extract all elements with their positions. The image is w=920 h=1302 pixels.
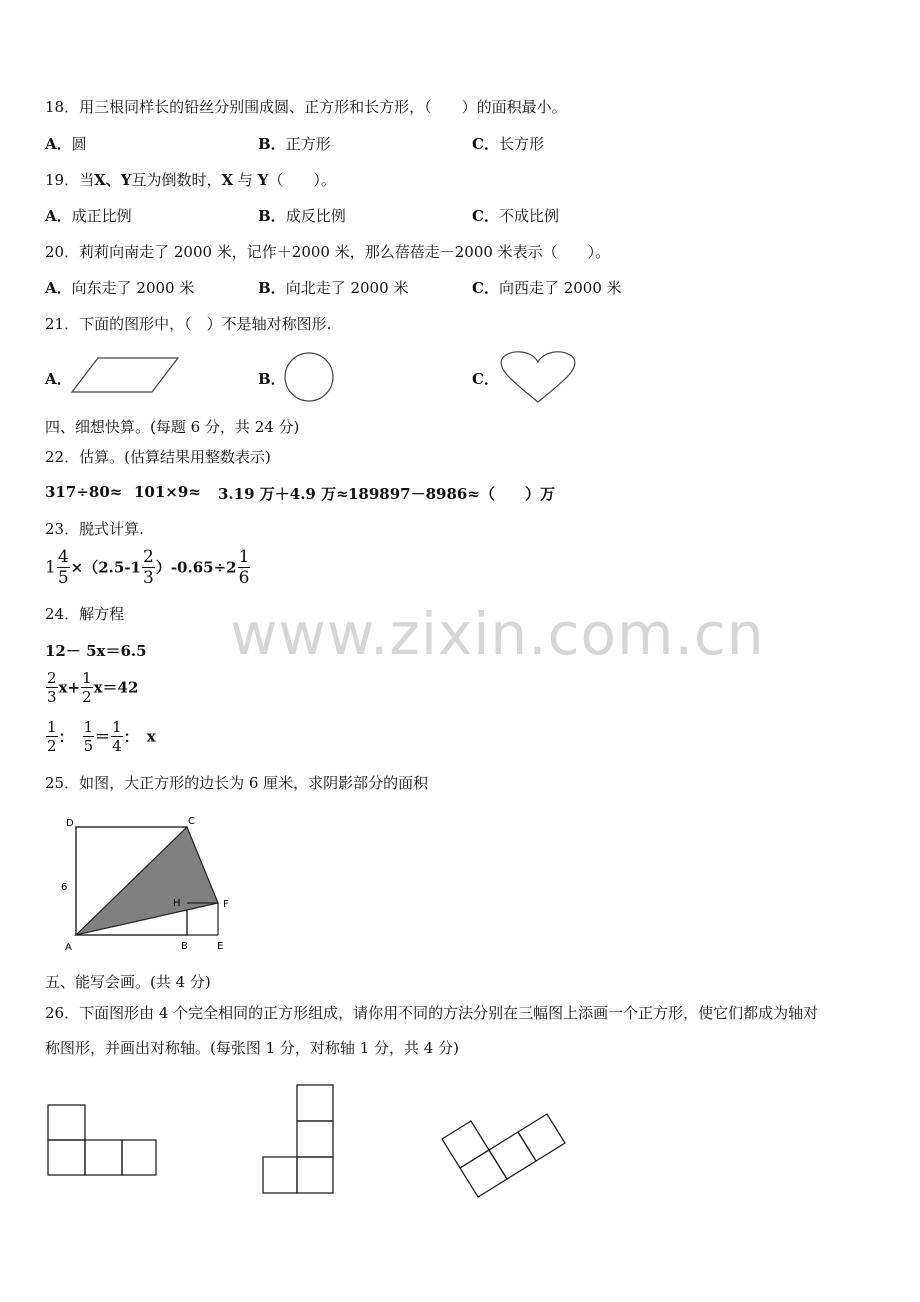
q26-stem-line-2: 称图形，并画出对称轴。(每张图 1 分，对称轴 1 分，共 4 分) — [45, 1039, 459, 1057]
label-f: F — [223, 899, 229, 910]
q24-eq3-colon-2: ： — [123, 727, 139, 746]
q18-stem: 18．用三根同样长的铅丝分别围成圆、正方形和长方形，（ ）的面积最小。 — [45, 98, 567, 116]
label-e: E — [217, 941, 224, 952]
q23-whole-1: 1 — [45, 557, 56, 578]
denominator: 6 — [238, 568, 250, 588]
option-text: 向西走了 2000 米 — [498, 279, 622, 297]
q19-stem — [45, 169, 336, 190]
circle-figure — [282, 349, 338, 405]
q21-stem: 21．下面的图形中，（ ）不是轴对称图形. — [45, 315, 332, 333]
q24-eq2-rest: x＝42 — [93, 678, 139, 697]
section-5-heading: 五、能写会画。(共 4 分) — [45, 973, 211, 991]
q20-option-b — [258, 277, 408, 298]
l-shape-figure-2 — [260, 1082, 338, 1198]
denominator: 4 — [112, 737, 122, 755]
q22-estimate-2: 101×9≈ — [134, 483, 201, 501]
q20-option-a — [45, 277, 194, 298]
q24-equation-3 — [45, 720, 156, 754]
q19-option-b — [258, 205, 346, 226]
l-shape-figure-1 — [45, 1102, 160, 1180]
q21-option-c-label: C． — [472, 370, 499, 388]
denominator: 2 — [47, 737, 57, 755]
q19-mid1: 互为倒数时， — [131, 171, 222, 189]
q24-eq3-fraction-2 — [83, 720, 95, 754]
q23-fraction-2 — [142, 549, 155, 587]
option-label: A． — [45, 207, 72, 225]
q22-stem: 22．估算。(估算结果用整数表示) — [45, 448, 271, 466]
denominator: 3 — [47, 688, 57, 706]
square-shading-diagram — [55, 812, 245, 957]
numerator: 1 — [82, 669, 92, 687]
label-c: C — [188, 816, 195, 827]
q21-option-a-label: A． — [45, 370, 72, 388]
q19-option-c — [472, 205, 559, 226]
denominator: 5 — [83, 737, 94, 755]
numerator: 4 — [57, 547, 69, 567]
label-d: D — [66, 818, 74, 829]
q22-estimate-4: 189897－8986≈（ ）万 — [348, 485, 555, 503]
numerator: 2 — [142, 547, 154, 567]
q23-rest: ）-0.65÷2 — [155, 558, 237, 577]
q18-option-c — [472, 133, 544, 154]
q19-prefix: 19．当 — [45, 171, 95, 189]
numerator: 1 — [238, 547, 250, 567]
option-label: B． — [258, 207, 286, 225]
q24-eq3-colon-1: ： — [58, 727, 74, 746]
label-b: B — [181, 941, 188, 952]
denominator: 3 — [142, 568, 154, 588]
option-text: 向北走了 2000 米 — [285, 279, 409, 297]
label-h: H — [173, 898, 181, 909]
q23-fraction-3 — [238, 549, 251, 587]
q21-option-b-label: B． — [258, 370, 286, 388]
option-text: 正方形 — [285, 135, 331, 153]
q24-eq2-fraction-1 — [46, 671, 58, 705]
heart-figure — [498, 347, 580, 405]
q19-y: Y — [257, 171, 269, 189]
q22-estimate-1: 317÷80≈ — [45, 483, 123, 501]
option-text: 成正比例 — [71, 207, 132, 225]
q19-suffix: （ ）。 — [268, 171, 336, 189]
q25-stem: 25．如图，大正方形的边长为 6 厘米，求阴影部分的面积 — [45, 774, 429, 792]
section-4-heading: 四、细想快算。(每题 6 分，共 24 分) — [45, 418, 300, 436]
q24-eq3-fraction-3 — [111, 720, 123, 754]
q23-expression — [45, 549, 251, 587]
q24-stem: 24．解方程 — [45, 605, 125, 623]
option-text: 向东走了 2000 米 — [71, 279, 195, 297]
q19-x: X — [221, 171, 234, 189]
q19-option-a — [45, 205, 132, 226]
label-a: A — [65, 942, 72, 953]
parallelogram-figure — [70, 355, 182, 395]
option-label: C． — [472, 135, 499, 153]
option-text: 不成比例 — [498, 207, 559, 225]
q24-equation-2 — [45, 671, 138, 705]
numerator: 1 — [83, 718, 94, 736]
q23-times: ×（2.5-1 — [70, 558, 141, 577]
q19-xy: X、Y — [94, 171, 132, 189]
q18-option-b — [258, 133, 331, 154]
q24-eq3-equals: ＝ — [95, 727, 111, 746]
option-label: C． — [472, 279, 499, 297]
numerator: 1 — [47, 718, 57, 736]
q23-stem: 23．脱式计算. — [45, 520, 144, 538]
numerator: 1 — [112, 718, 122, 736]
q20-stem: 20．莉莉向南走了 2000 米，记作＋2000 米，那么蓓蓓走－2000 米表示（ ）。 — [45, 243, 611, 261]
q24-eq2-fraction-2 — [81, 671, 93, 705]
q19-mid2: 与 — [237, 171, 253, 189]
label-side-length: 6 — [61, 882, 68, 893]
q23-fraction-1 — [57, 549, 70, 587]
option-text: 圆 — [71, 135, 87, 153]
watermark: www.zixin.com.cn — [230, 600, 765, 668]
q18-option-a — [45, 133, 87, 154]
denominator: 2 — [82, 688, 92, 706]
q22-estimate-3: 3.19 万＋4.9 万≈ — [218, 485, 349, 503]
rotated-shape-figure-3 — [438, 1104, 574, 1204]
option-label: B． — [258, 279, 286, 297]
q26-stem-line-1: 26．下面图形由 4 个完全相同的正方形组成，请你用不同的方法分别在三幅图上添画一个正方形，使它们都成为轴对 — [45, 1004, 819, 1022]
option-label: C． — [472, 207, 499, 225]
q24-eq3-fraction-1 — [46, 720, 58, 754]
option-text: 成反比例 — [285, 207, 346, 225]
option-label: A． — [45, 135, 72, 153]
q20-option-c — [472, 277, 622, 298]
option-text: 长方形 — [498, 135, 544, 153]
denominator: 5 — [57, 568, 69, 588]
option-label: A． — [45, 279, 72, 297]
q24-equation-1: 12－ 5x＝6.5 — [45, 642, 147, 660]
option-label: B． — [258, 135, 286, 153]
q24-eq3-x: x — [146, 727, 156, 746]
q24-eq2-mid: x+ — [58, 678, 81, 697]
numerator: 2 — [47, 669, 57, 687]
